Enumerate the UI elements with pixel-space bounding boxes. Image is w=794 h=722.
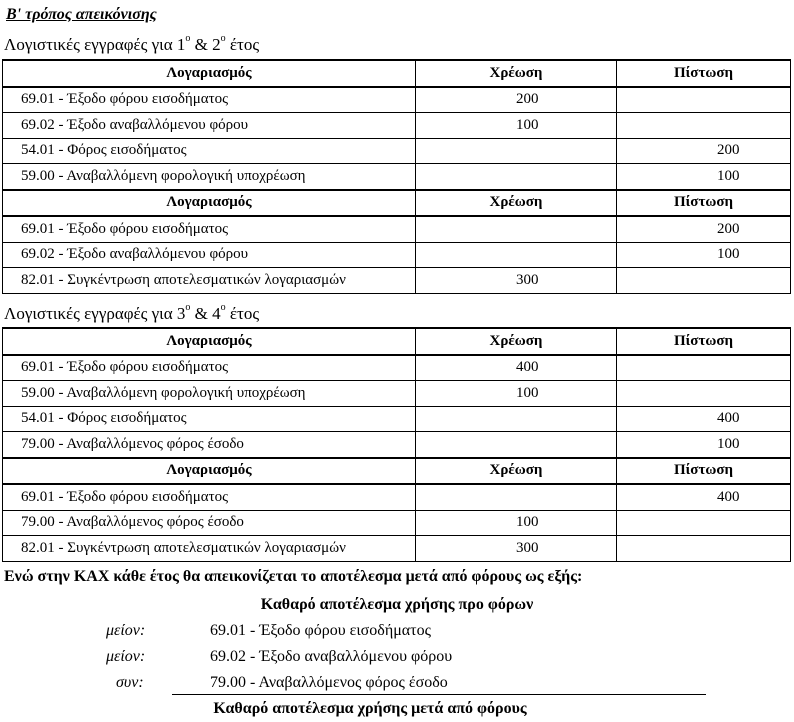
table-row — [3, 113, 791, 139]
header-debit: Χρέωση — [416, 60, 617, 87]
debit-cell — [416, 242, 617, 268]
account-cell: 82.01 - Συγκέντρωση αποτελεσματικών λογαριασμών — [3, 268, 416, 294]
debit-cell — [416, 164, 617, 190]
header-account: Λογαριασμός — [3, 190, 416, 217]
table-header-row — [3, 190, 791, 217]
header-credit: Πίστωση — [617, 60, 791, 87]
account-cell: 59.00 - Αναβαλλόμενη φορολογική υποχρέωση — [3, 381, 416, 407]
credit-cell: 100 — [617, 432, 791, 458]
debit-cell: 100 — [416, 510, 617, 536]
table-row — [3, 484, 791, 510]
table-row — [3, 406, 791, 432]
kax-row-text: 69.02 - Έξοδο αναβαλλόμενου φόρου — [210, 648, 453, 665]
debit-cell: 300 — [416, 536, 617, 562]
account-cell: 54.01 - Φόρος εισοδήματος — [3, 406, 416, 432]
account-cell: 69.01 - Έξοδο φόρου εισοδήματος — [3, 216, 416, 242]
table-row — [3, 164, 791, 190]
account-cell: 69.01 - Έξοδο φόρου εισοδήματος — [3, 87, 416, 113]
page-title: B' τρόπος απεικόνισης — [6, 6, 157, 23]
table-row — [3, 355, 791, 381]
table-row — [3, 138, 791, 164]
kax-sum-divider — [172, 694, 706, 695]
debit-cell: 200 — [416, 87, 617, 113]
account-cell: 69.02 - Έξοδο αναβαλλόμενου φόρου — [3, 242, 416, 268]
table-row — [3, 216, 791, 242]
account-cell: 59.00 - Αναβαλλόμενη φορολογική υποχρέωση — [3, 164, 416, 190]
section-title-years-1-2: Λογιστικές εγγραφές για $1^o$ & $2^o$ έτος — [4, 33, 260, 54]
kax-row-text: 69.01 - Έξοδο φόρου εισοδήματος — [210, 622, 431, 639]
table-row — [3, 87, 791, 113]
account-cell: 79.00 - Αναβαλλόμενος φόρος έσοδο — [3, 510, 416, 536]
debit-cell — [416, 406, 617, 432]
header-credit: Πίστωση — [617, 458, 791, 485]
credit-cell — [617, 113, 791, 139]
kax-row-label: μείον: — [106, 622, 146, 639]
journal-table-years-1-2 — [2, 59, 791, 294]
credit-cell — [617, 536, 791, 562]
header-account: Λογαριασμός — [3, 458, 416, 485]
header-debit: Χρέωση — [416, 328, 617, 355]
intro-text: Ενώ στην ΚΑΧ κάθε έτος θα απεικονίζεται το αποτέλεσμα μετά από φόρους ως εξής: — [4, 568, 583, 585]
table-header-row — [3, 328, 791, 355]
kax-row-label: συν: — [116, 674, 144, 691]
table-row — [3, 381, 791, 407]
kax-profit-after-tax: Καθαρό αποτέλεσμα χρήσης μετά από φόρους — [213, 700, 527, 717]
debit-cell — [416, 216, 617, 242]
journal-table-years-3-4 — [2, 327, 791, 562]
table-header-row — [3, 60, 791, 87]
header-account: Λογαριασμός — [3, 328, 416, 355]
kax-row — [0, 622, 794, 646]
debit-cell: 300 — [416, 268, 617, 294]
credit-cell: 200 — [617, 216, 791, 242]
kax-row-label: μείον: — [106, 648, 146, 665]
account-cell: 82.01 - Συγκέντρωση αποτελεσματικών λογαριασμών — [3, 536, 416, 562]
account-cell: 54.01 - Φόρος εισοδήματος — [3, 138, 416, 164]
credit-cell — [617, 355, 791, 381]
debit-cell: 100 — [416, 381, 617, 407]
header-credit: Πίστωση — [617, 328, 791, 355]
table-row — [3, 510, 791, 536]
credit-cell — [617, 381, 791, 407]
credit-cell: 100 — [617, 242, 791, 268]
credit-cell — [617, 268, 791, 294]
credit-cell — [617, 87, 791, 113]
debit-cell: 400 — [416, 355, 617, 381]
credit-cell — [617, 510, 791, 536]
header-credit: Πίστωση — [617, 190, 791, 217]
debit-cell — [416, 484, 617, 510]
header-debit: Χρέωση — [416, 458, 617, 485]
header-account: Λογαριασμός — [3, 60, 416, 87]
credit-cell: 200 — [617, 138, 791, 164]
table-row — [3, 432, 791, 458]
table-row — [3, 536, 791, 562]
debit-cell: 100 — [416, 113, 617, 139]
credit-cell: 400 — [617, 484, 791, 510]
section-title-years-3-4: Λογιστικές εγγραφές για $3^o$ & $4^o$ έτος — [4, 302, 260, 323]
table-row — [3, 242, 791, 268]
account-cell: 79.00 - Αναβαλλόμενος φόρος έσοδο — [3, 432, 416, 458]
table-header-row — [3, 458, 791, 485]
table-row — [3, 268, 791, 294]
kax-row-text: 79.00 - Αναβαλλόμενος φόρος έσοδο — [210, 674, 448, 691]
debit-cell — [416, 432, 617, 458]
header-debit: Χρέωση — [416, 190, 617, 217]
account-cell: 69.01 - Έξοδο φόρου εισοδήματος — [3, 484, 416, 510]
debit-cell — [416, 138, 617, 164]
kax-profit-before-tax: Καθαρό αποτέλεσμα χρήσης προ φόρων — [260, 596, 534, 613]
credit-cell: 400 — [617, 406, 791, 432]
credit-cell: 100 — [617, 164, 791, 190]
account-cell: 69.01 - Έξοδο φόρου εισοδήματος — [3, 355, 416, 381]
kax-row — [0, 648, 794, 672]
account-cell: 69.02 - Έξοδο αναβαλλόμενου φόρου — [3, 113, 416, 139]
